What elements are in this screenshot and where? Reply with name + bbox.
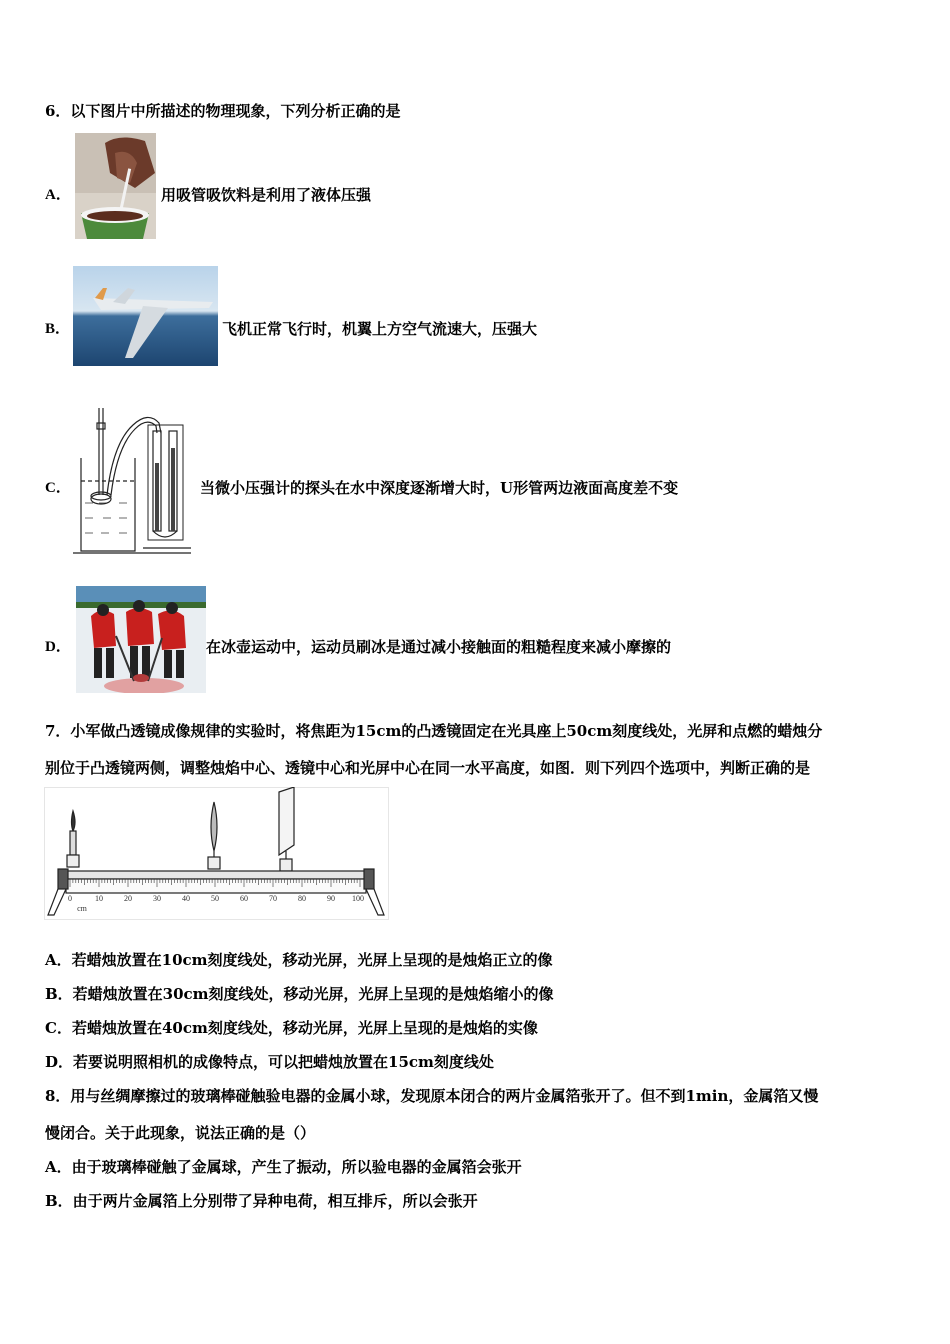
bench-tick-label: 60 bbox=[240, 894, 248, 903]
pressure-gauge-diagram bbox=[73, 403, 196, 555]
q6-option-c-label: C． bbox=[45, 480, 71, 496]
q6-option-b-label: B． bbox=[45, 321, 71, 337]
bench-tick-label: 20 bbox=[124, 894, 132, 903]
straw-drink-photo bbox=[75, 133, 156, 239]
q7-option-a: A．若蜡烛放置在10cm刻度线处，移动光屏，光屏上呈现的是烛焰正立的像 bbox=[45, 951, 553, 969]
bench-tick-label: 70 bbox=[269, 894, 277, 903]
q6-option-a-text: 用吸管吸饮料是利用了液体压强 bbox=[161, 186, 372, 204]
airplane-photo bbox=[73, 266, 218, 366]
q6-option-a-label: A． bbox=[45, 187, 71, 203]
bench-tick-label: 50 bbox=[211, 894, 219, 903]
q7-stem-line1: 7．小军做凸透镜成像规律的实验时，将焦距为15cm的凸透镜固定在光具座上50cm刻度线处，光屏和点燃的蜡烛分 bbox=[45, 722, 823, 740]
bench-tick-label: 90 bbox=[327, 894, 335, 903]
q8-option-a: A．由于玻璃棒碰触了金属球，产生了振动，所以验电器的金属箔会张开 bbox=[45, 1158, 522, 1176]
q8-stem-line2: 慢闭合。关于此现象，说法正确的是（） bbox=[45, 1124, 316, 1142]
bench-tick-label: 0 bbox=[68, 894, 72, 903]
q6-stem: 6．以下图片中所描述的物理现象，下列分析正确的是 bbox=[45, 102, 401, 120]
q6-option-c-text: 当微小压强计的探头在水中深度逐渐增大时，U形管两边液面高度差不变 bbox=[200, 479, 679, 497]
q8-stem-line1: 8．用与丝绸摩擦过的玻璃棒碰触验电器的金属小球，发现原本闭合的两片金属箔张开了。但不到1min，金属箔又慢 bbox=[45, 1087, 819, 1105]
bench-tick-label: 80 bbox=[298, 894, 306, 903]
bench-tick-label: 30 bbox=[153, 894, 161, 903]
q7-option-c: C．若蜡烛放置在40cm刻度线处，移动光屏，光屏上呈现的是烛焰的实像 bbox=[45, 1019, 538, 1037]
optical-bench-diagram bbox=[44, 787, 389, 920]
curling-photo bbox=[76, 586, 206, 693]
bench-tick-label: 10 bbox=[95, 894, 103, 903]
q8-option-b: B．由于两片金属箔上分别带了异种电荷，相互排斥，所以会张开 bbox=[45, 1192, 478, 1210]
q7-option-d: D．若要说明照相机的成像特点，可以把蜡烛放置在15cm刻度线处 bbox=[45, 1053, 494, 1071]
q7-option-b: B．若蜡烛放置在30cm刻度线处，移动光屏，光屏上呈现的是烛焰缩小的像 bbox=[45, 985, 554, 1003]
q7-stem-line2: 别位于凸透镜两侧，调整烛焰中心、透镜中心和光屏中心在同一水平高度，如图．则下列四个选项中，判断正确的是 bbox=[45, 759, 811, 777]
bench-tick-label: 40 bbox=[182, 894, 190, 903]
q6-option-d-text: 在冰壶运动中，运动员刷冰是通过减小接触面的粗糙程度来减小摩擦的 bbox=[206, 638, 672, 656]
q6-option-d-label: D． bbox=[45, 639, 71, 655]
q6-option-b-text: 飞机正常飞行时，机翼上方空气流速大，压强大 bbox=[222, 320, 538, 338]
bench-unit-label: cm bbox=[77, 904, 87, 913]
bench-tick-label: 100 bbox=[352, 894, 364, 903]
